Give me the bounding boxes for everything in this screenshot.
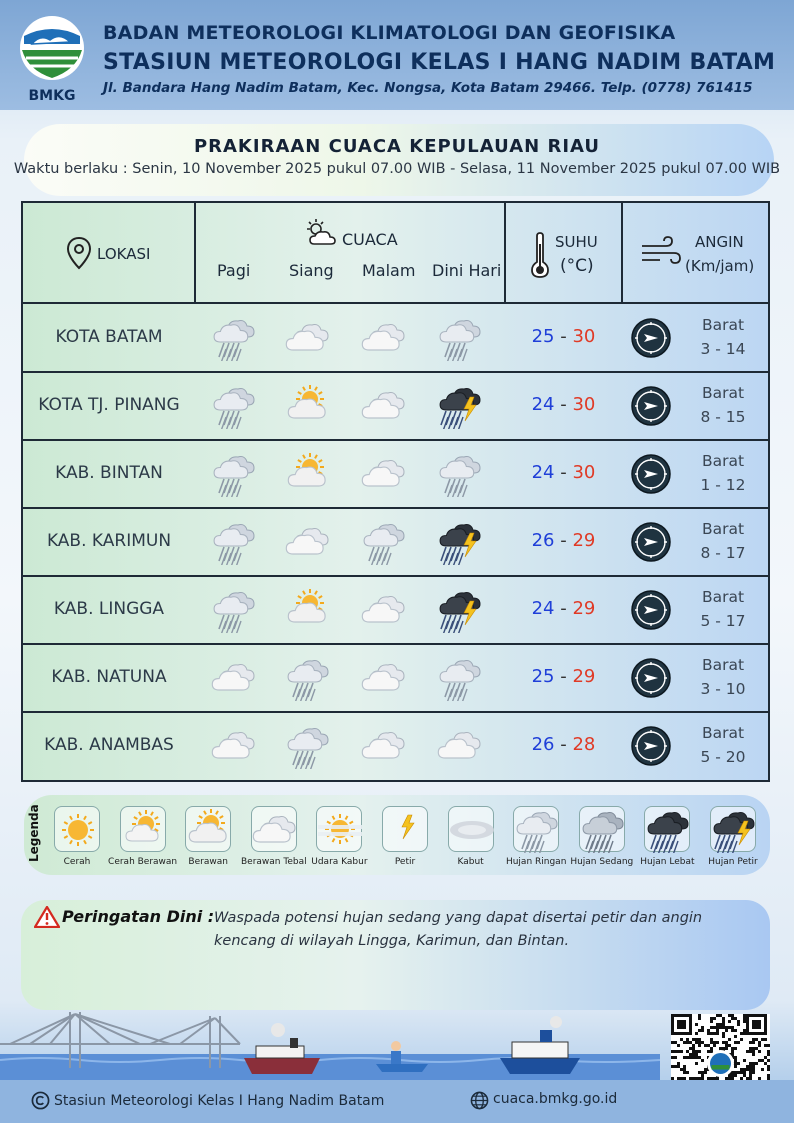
row-weather-cell [206, 383, 262, 429]
row-wind-speed: 8 - 15 [700, 408, 746, 426]
table-divider [21, 302, 770, 304]
row-wind-compass [630, 657, 672, 699]
row-wind-speed: 3 - 10 [700, 680, 746, 698]
hujan-ringan-icon [206, 383, 262, 429]
row-weather-cell [280, 587, 336, 633]
berawan-tebal-icon [356, 587, 412, 633]
header-temp-unit: (°C) [560, 256, 594, 276]
copyright-icon [31, 1091, 50, 1110]
row-temperature [506, 598, 621, 619]
row-wind-compass [630, 521, 672, 563]
temp-min: 26 [531, 734, 555, 755]
page-title: PRAKIRAAN CUACA KEPULAUAN RIAU [193, 136, 601, 157]
row-weather-cell [280, 451, 336, 497]
row-wind-speed: 1 - 12 [700, 476, 746, 494]
cerah-icon [50, 807, 106, 853]
hujan-ringan-icon [206, 519, 262, 565]
berawan-icon [181, 807, 237, 853]
temp-min: 24 [531, 462, 555, 483]
header-weather: CUACA [342, 230, 398, 249]
legend-item-cerah-berawan [120, 806, 166, 852]
hujan-ringan-icon [280, 723, 336, 769]
row-wind-compass [630, 317, 672, 359]
legend-item-label: Petir [394, 857, 416, 867]
footer-website-link[interactable]: cuaca.bmkg.go.id [493, 1091, 618, 1107]
header-temp: SUHU [555, 233, 598, 251]
warning-triangle-icon [34, 906, 60, 928]
temp-min: 25 [531, 326, 555, 347]
row-weather-cell [432, 383, 488, 429]
temp-max: 30 [572, 326, 596, 347]
globe-icon [470, 1091, 489, 1110]
ship-right-icon [500, 1016, 580, 1074]
bmkg-logo-icon [16, 14, 88, 106]
row-weather-cell [280, 723, 336, 769]
header-period-malam: Malam [362, 261, 416, 280]
hujan-ringan-icon [206, 451, 262, 497]
berawan-tebal-icon [247, 807, 303, 853]
row-weather-cell [206, 587, 262, 633]
hujan-petir-icon [432, 587, 488, 633]
hujan-petir-icon [432, 383, 488, 429]
warning-text: Waspada potensi hujan sedang yang dapat disertai petir dan angin kencang di wilayah Lingga, Karimun, dan Bintan. [214, 910, 703, 949]
hujan-ringan-icon [432, 655, 488, 701]
row-weather-cell [356, 451, 412, 497]
row-location: KAB. LINGGA [53, 599, 165, 619]
row-weather-cell [280, 519, 336, 565]
legend-item-kabut [448, 806, 494, 852]
wind-direction-compass-icon [630, 589, 672, 631]
row-location: KAB. NATUNA [51, 667, 167, 687]
row-wind-compass [630, 453, 672, 495]
row-temperature [506, 462, 621, 483]
row-temperature [506, 394, 621, 415]
legend-label: Legenda [27, 804, 41, 862]
row-weather-cell [206, 655, 262, 701]
validity-period: Waktu berlaku : Senin, 10 November 2025 pukul 07.00 WIB - Selasa, 11 November 2025 pukul 07.00 WIB [13, 161, 781, 177]
row-weather-cell [432, 587, 488, 633]
temp-max: 30 [572, 462, 596, 483]
table-divider [21, 507, 770, 509]
row-location: KAB. KARIMUN [46, 531, 172, 551]
footer-copyright: Stasiun Meteorologi Kelas I Hang Nadim Batam [54, 1093, 385, 1109]
ship-left-icon [244, 1023, 320, 1074]
legend-item-berawan-tebal [251, 806, 297, 852]
temp-min: 26 [531, 530, 555, 551]
row-location: KOTA TJ. PINANG [38, 395, 180, 415]
temp-separator: - [554, 734, 573, 755]
table-divider [21, 575, 770, 577]
row-temperature [506, 326, 621, 347]
row-wind-direction: Barat [701, 452, 745, 470]
row-weather-cell [280, 383, 336, 429]
berawan-tebal-icon [356, 315, 412, 361]
row-weather-cell [206, 723, 262, 769]
row-wind-compass [630, 385, 672, 427]
header-period-dini-hari: Dini Hari [432, 261, 502, 280]
berawan-icon [280, 587, 336, 633]
berawan-tebal-icon [356, 655, 412, 701]
kabut-icon [444, 807, 500, 853]
hujan-ringan-icon [432, 451, 488, 497]
petir-icon [378, 807, 434, 853]
legend-item-label: Cerah Berawan [108, 857, 178, 867]
hujan-ringan-icon [509, 807, 565, 853]
row-wind-speed: 5 - 17 [700, 612, 746, 630]
header-period-siang: Siang [289, 261, 334, 280]
row-location: KOTA BATAM [55, 327, 163, 347]
row-weather-cell [432, 723, 488, 769]
temp-separator: - [554, 530, 573, 551]
hujan-petir-icon [432, 519, 488, 565]
table-divider [21, 643, 770, 645]
temp-separator: - [554, 326, 573, 347]
warning-title: Peringatan Dini : [62, 907, 215, 926]
row-weather-cell [356, 587, 412, 633]
legend-item-label: Udara Kabur [311, 857, 368, 867]
row-weather-cell [280, 315, 336, 361]
row-weather-cell [356, 723, 412, 769]
legend-item-label: Cerah [63, 857, 91, 867]
temp-separator: - [554, 394, 573, 415]
hujan-ringan-icon [206, 587, 262, 633]
legend-item-label: Berawan Tebal [240, 857, 307, 867]
berawan-tebal-icon [356, 451, 412, 497]
hujan-lebat-icon [640, 807, 696, 853]
org-name: BADAN METEOROLOGI KLIMATOLOGI DAN GEOFISIKA [103, 22, 676, 44]
row-weather-cell [280, 655, 336, 701]
thermometer-icon [530, 232, 550, 278]
temp-max: 30 [572, 394, 596, 415]
berawan-tebal-icon [280, 519, 336, 565]
berawan-tebal-icon [432, 723, 488, 769]
hujan-petir-icon [706, 807, 762, 853]
row-location: KAB. ANAMBAS [44, 735, 174, 755]
row-wind-direction: Barat [701, 316, 745, 334]
table-divider [21, 371, 770, 373]
temp-max: 28 [572, 734, 596, 755]
hujan-ringan-icon [280, 655, 336, 701]
udara-kabur-icon [312, 807, 368, 853]
legend-item-hujan-ringan [513, 806, 559, 852]
row-weather-cell [432, 451, 488, 497]
wind-direction-compass-icon [630, 385, 672, 427]
temp-max: 29 [572, 530, 596, 551]
row-weather-cell [356, 383, 412, 429]
row-weather-cell [432, 315, 488, 361]
berawan-tebal-icon [356, 723, 412, 769]
row-wind-speed: 3 - 14 [700, 340, 746, 358]
temp-min: 25 [531, 666, 555, 687]
row-wind-direction: Barat [701, 656, 745, 674]
legend-item-label: Hujan Sedang [570, 857, 634, 867]
wind-direction-compass-icon [630, 317, 672, 359]
temp-max: 29 [572, 666, 596, 687]
cerah-berawan-icon [116, 807, 172, 853]
harbor-scene-illustration [0, 1008, 660, 1082]
row-weather-cell [206, 519, 262, 565]
header-location: LOKASI [97, 245, 151, 263]
row-weather-cell [356, 519, 412, 565]
legend-item-berawan [185, 806, 231, 852]
legend-item-udara-kabur [316, 806, 362, 852]
legend-item-label: Hujan Ringan [505, 857, 567, 867]
wind-direction-compass-icon [630, 725, 672, 767]
row-temperature [506, 734, 621, 755]
table-col-divider [194, 201, 196, 304]
location-pin-icon [66, 236, 92, 270]
legend-item-hujan-petir [710, 806, 756, 852]
hujan-ringan-icon [206, 315, 262, 361]
header-wind-unit: (Km/jam) [685, 257, 755, 275]
wind-direction-compass-icon [630, 453, 672, 495]
table-col-divider [504, 201, 506, 304]
berawan-tebal-icon [206, 723, 262, 769]
row-weather-cell [432, 655, 488, 701]
wind-icon [640, 236, 682, 268]
row-location: KAB. BINTAN [55, 463, 163, 483]
legend-item-label: Hujan Petir [708, 857, 758, 867]
row-wind-compass [630, 725, 672, 767]
table-divider [21, 711, 770, 713]
legend-item-label: Hujan Lebat [640, 857, 695, 867]
row-weather-cell [206, 451, 262, 497]
berawan-icon [280, 383, 336, 429]
title-banner [24, 124, 774, 196]
hujan-ringan-icon [432, 315, 488, 361]
temp-separator: - [554, 598, 573, 619]
station-address: Jl. Bandara Hang Nadim Batam, Kec. Nongsa, Kota Batam 29466. Telp. (0778) 761415 [103, 80, 753, 96]
row-weather-cell [356, 655, 412, 701]
hujan-ringan-icon [356, 519, 412, 565]
temp-max: 29 [572, 598, 596, 619]
row-wind-direction: Barat [701, 384, 745, 402]
berawan-icon [280, 451, 336, 497]
row-wind-speed: 5 - 20 [700, 748, 746, 766]
berawan-tebal-icon [206, 655, 262, 701]
row-temperature [506, 530, 621, 551]
header-wind: ANGIN [695, 233, 744, 251]
temp-separator: - [554, 462, 573, 483]
row-weather-cell [356, 315, 412, 361]
logo-text: BMKG [28, 88, 76, 104]
legend-item-label: Berawan [188, 857, 228, 867]
header-period-pagi: Pagi [217, 261, 251, 280]
temp-min: 24 [531, 598, 555, 619]
row-wind-direction: Barat [701, 724, 745, 742]
temp-separator: - [554, 666, 573, 687]
berawan-tebal-icon [356, 383, 412, 429]
weather-header-icon [304, 218, 338, 248]
table-divider [21, 439, 770, 441]
row-wind-direction: Barat [701, 520, 745, 538]
row-weather-cell [206, 315, 262, 361]
row-wind-speed: 8 - 17 [700, 544, 746, 562]
wind-direction-compass-icon [630, 657, 672, 699]
berawan-tebal-icon [280, 315, 336, 361]
row-wind-direction: Barat [701, 588, 745, 606]
legend-item-label: Kabut [457, 857, 484, 867]
legend-item-petir [382, 806, 428, 852]
temp-min: 24 [531, 394, 555, 415]
hujan-sedang-icon [575, 807, 631, 853]
legend-item-cerah [54, 806, 100, 852]
legend-item-hujan-lebat [644, 806, 690, 852]
wind-direction-compass-icon [630, 521, 672, 563]
row-wind-compass [630, 589, 672, 631]
row-temperature [506, 666, 621, 687]
legend-item-hujan-sedang [579, 806, 625, 852]
row-weather-cell [432, 519, 488, 565]
station-name: STASIUN METEOROLOGI KELAS I HANG NADIM BATAM [103, 50, 776, 75]
table-col-divider [621, 201, 623, 304]
